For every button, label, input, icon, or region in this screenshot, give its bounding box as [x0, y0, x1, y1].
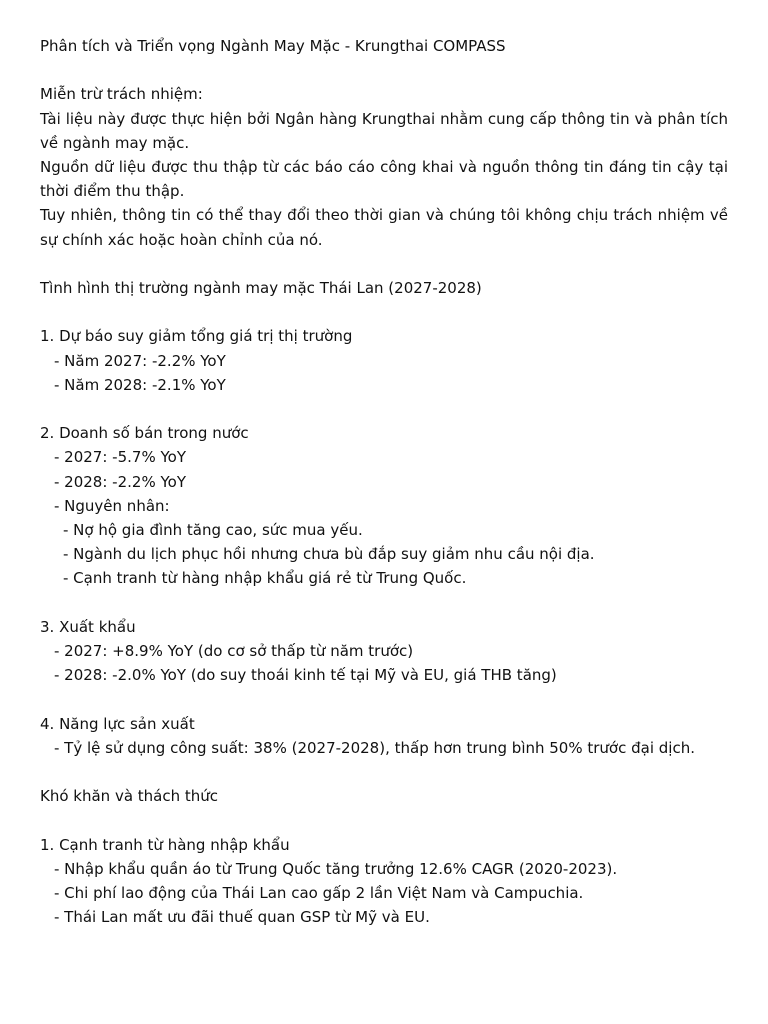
list-item: - Cạnh tranh từ hàng nhập khẩu giá rẻ từ Trung Quốc.	[63, 569, 467, 588]
document-title: Phân tích và Triển vọng Ngành May Mặc - Krungthai COMPASS	[40, 37, 506, 55]
spacer	[40, 591, 728, 615]
list-item: - Năm 2027: -2.2% YoY	[54, 351, 226, 370]
document-page	[40, 34, 728, 929]
list-item: - 2028: -2.2% YoY	[54, 472, 186, 491]
spacer	[40, 760, 728, 784]
list-item: - Năm 2028: -2.1% YoY	[54, 375, 226, 394]
list-item: - Tỷ lệ sử dụng công suất: 38% (2027-2028), thấp hơn trung bình 50% trước đại dịch.	[54, 738, 695, 757]
challenges-section-1-title: 1. Cạnh tranh từ hàng nhập khẩu	[40, 835, 290, 854]
market-section-3-title: 3. Xuất khẩu	[40, 617, 136, 636]
list-item: - 2027: +8.9% YoY (do cơ sở thấp từ năm trước)	[54, 642, 414, 660]
spacer	[40, 808, 728, 832]
list-item: - Thái Lan mất ưu đãi thuế quan GSP từ Mỹ và EU.	[54, 908, 430, 927]
challenges-heading: Khó khăn và thách thức	[40, 787, 219, 806]
market-section-1-title: 1. Dự báo suy giảm tổng giá trị thị trường	[40, 327, 353, 346]
disclaimer-heading: Miễn trừ trách nhiệm:	[40, 85, 203, 104]
disclaimer-paragraph-2: Nguồn dữ liệu được thu thập từ các báo cáo công khai và nguồn thông tin đáng tin cậy tại thời điểm thu thập.	[40, 158, 728, 201]
market-section-2-title: 2. Doanh số bán trong nước	[40, 424, 249, 443]
spacer	[40, 252, 728, 276]
list-item: - Nợ hộ gia đình tăng cao, sức mua yếu.	[63, 521, 363, 539]
spacer	[40, 58, 728, 82]
market-heading: Tình hình thị trường ngành may mặc Thái Lan (2027-2028)	[40, 279, 482, 297]
spacer	[40, 397, 728, 421]
list-item: - Nguyên nhân:	[54, 496, 170, 515]
market-section-4-title: 4. Năng lực sản xuất	[40, 714, 195, 733]
spacer	[40, 300, 728, 324]
disclaimer-paragraph-3: Tuy nhiên, thông tin có thể thay đổi theo thời gian và chúng tôi không chịu trách nhiệm về sự chính xác hoặc hoàn chỉnh của nó.	[40, 206, 728, 249]
list-item: - Nhập khẩu quần áo từ Trung Quốc tăng trưởng 12.6% CAGR (2020-2023).	[54, 859, 618, 878]
list-item: - Chi phí lao động của Thái Lan cao gấp 2 lần Việt Nam và Campuchia.	[54, 883, 584, 902]
list-item: - Ngành du lịch phục hồi nhưng chưa bù đắp suy giảm nhu cầu nội địa.	[63, 545, 595, 564]
spacer	[40, 687, 728, 711]
list-item: - 2028: -2.0% YoY (do suy thoái kinh tế tại Mỹ và EU, giá THB tăng)	[54, 666, 557, 685]
disclaimer-paragraph-1: Tài liệu này được thực hiện bởi Ngân hàng Krungthai nhằm cung cấp thông tin và phân tích về ngành may mặc.	[40, 109, 728, 152]
list-item: - 2027: -5.7% YoY	[54, 448, 186, 467]
